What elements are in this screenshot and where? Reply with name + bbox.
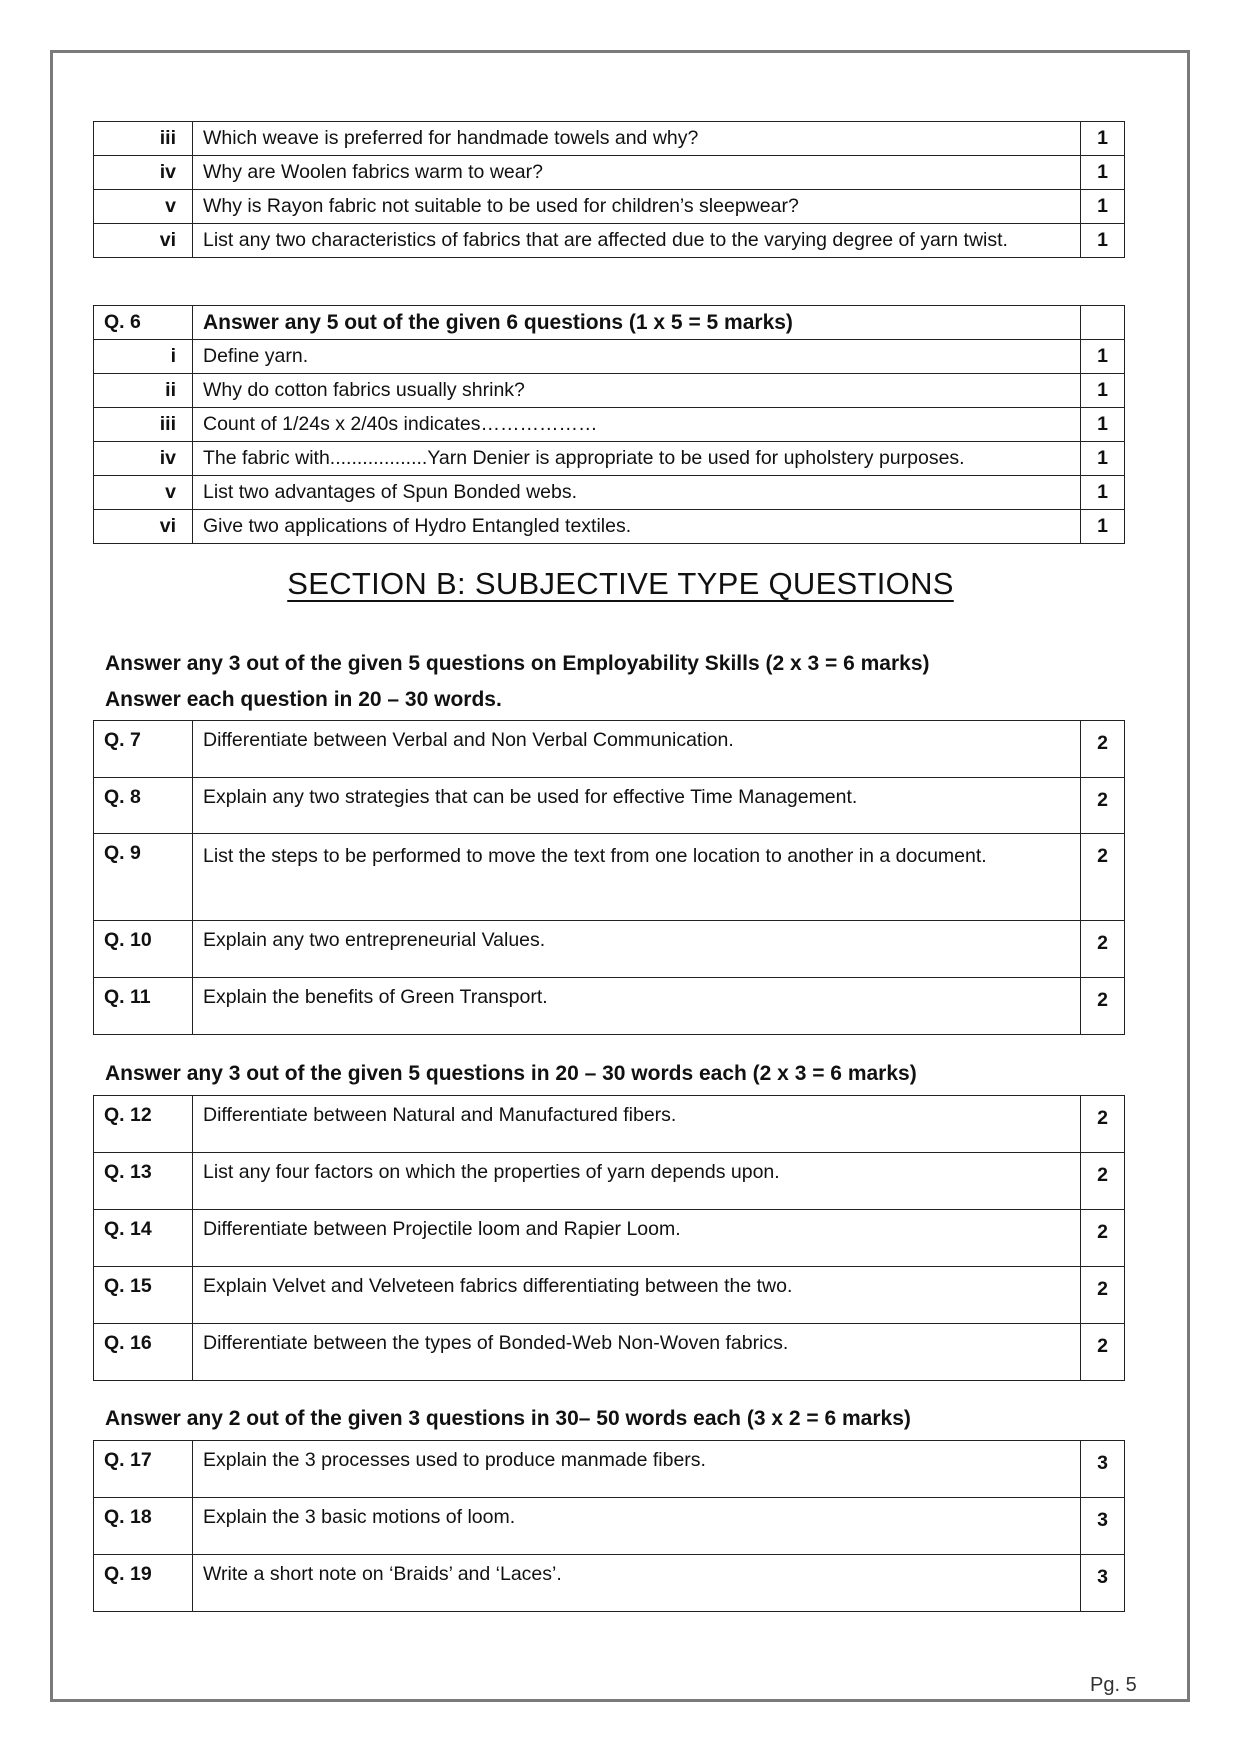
question-number: Q. 6 (94, 306, 193, 340)
question-marks: 2 (1081, 921, 1125, 978)
question-text: Explain the 3 processes used to produce manmade fibers. (193, 1441, 1081, 1498)
question-text: Explain any two entrepreneurial Values. (193, 921, 1081, 978)
table-row (94, 978, 1125, 1035)
question-number: Q. 15 (94, 1267, 193, 1324)
table-row (94, 190, 1125, 224)
question-text: The fabric with..................Yarn Denier is appropriate to be used for upholstery purposes. (193, 442, 1081, 476)
group2-table (93, 1095, 1125, 1381)
question-marks: 1 (1081, 374, 1125, 408)
question-marks: 1 (1081, 442, 1125, 476)
table-row (94, 1210, 1125, 1267)
page-number: Pg. 5 (1090, 1674, 1137, 1696)
question-text: List two advantages of Spun Bonded webs. (193, 476, 1081, 510)
question-marks: 1 (1081, 340, 1125, 374)
table-row (94, 408, 1125, 442)
question-text: Differentiate between Verbal and Non Verbal Communication. (193, 721, 1081, 778)
table-row (94, 1267, 1125, 1324)
question-marks: 2 (1081, 1153, 1125, 1210)
question-marks: 1 (1081, 408, 1125, 442)
question-marks: 1 (1081, 476, 1125, 510)
question-number: Q. 14 (94, 1210, 193, 1267)
question-text: Differentiate between Projectile loom and Rapier Loom. (193, 1210, 1081, 1267)
table-row (94, 1324, 1125, 1381)
question-text: Explain any two strategies that can be used for effective Time Management. (193, 778, 1081, 834)
question-text: List any two characteristics of fabrics that are affected due to the varying degree of yarn twist. (193, 224, 1081, 258)
group1-table (93, 720, 1125, 1035)
question-number: v (94, 476, 193, 510)
question-text: Why do cotton fabrics usually shrink? (193, 374, 1081, 408)
table-row (94, 122, 1125, 156)
question-marks: 1 (1081, 190, 1125, 224)
question-text: List any four factors on which the properties of yarn depends upon. (193, 1153, 1081, 1210)
question-marks: 2 (1081, 721, 1125, 778)
question-marks: 3 (1081, 1441, 1125, 1498)
question-text: List the steps to be performed to move the text from one location to another in a document. (193, 834, 1081, 921)
table-row (94, 921, 1125, 978)
group3-instruction: Answer any 2 out of the given 3 questions in 30– 50 words each (3 x 2 = 6 marks) (105, 1407, 911, 1430)
question-text: Why are Woolen fabrics warm to wear? (193, 156, 1081, 190)
question-marks: 3 (1081, 1555, 1125, 1612)
table-row (94, 510, 1125, 544)
question-marks: 1 (1081, 224, 1125, 258)
question-text: Define yarn. (193, 340, 1081, 374)
question-text: Write a short note on ‘Braids’ and ‘Laces’. (193, 1555, 1081, 1612)
question-text: Why is Rayon fabric not suitable to be used for children’s sleepwear? (193, 190, 1081, 224)
table-row (94, 1096, 1125, 1153)
question-number: i (94, 340, 193, 374)
question-marks (1081, 306, 1125, 340)
q6-table (93, 305, 1125, 544)
table-row (94, 834, 1125, 921)
table-row (94, 1441, 1125, 1498)
table-row (94, 1555, 1125, 1612)
question-number: iv (94, 442, 193, 476)
question-text: Give two applications of Hydro Entangled textiles. (193, 510, 1081, 544)
question-number: Q. 17 (94, 1441, 193, 1498)
question-number: v (94, 190, 193, 224)
table-row (94, 156, 1125, 190)
group2-instruction: Answer any 3 out of the given 5 questions in 20 – 30 words each (2 x 3 = 6 marks) (105, 1062, 917, 1085)
question-marks: 1 (1081, 156, 1125, 190)
table-row (94, 224, 1125, 258)
question-number: vi (94, 510, 193, 544)
question-marks: 3 (1081, 1498, 1125, 1555)
table-row (94, 442, 1125, 476)
question-number: Q. 19 (94, 1555, 193, 1612)
part-a-continued-table (93, 121, 1125, 258)
question-number: iii (94, 122, 193, 156)
question-marks: 2 (1081, 1096, 1125, 1153)
question-text: Explain Velvet and Velveteen fabrics differentiating between the two. (193, 1267, 1081, 1324)
question-marks: 2 (1081, 978, 1125, 1035)
question-number: iii (94, 408, 193, 442)
question-number: Q. 13 (94, 1153, 193, 1210)
question-marks: 2 (1081, 778, 1125, 834)
question-number: Q. 18 (94, 1498, 193, 1555)
group1-instruction-words: Answer each question in 20 – 30 words. (105, 688, 502, 711)
question-number: ii (94, 374, 193, 408)
question-marks: 2 (1081, 1210, 1125, 1267)
question-marks: 1 (1081, 510, 1125, 544)
question-text: Which weave is preferred for handmade towels and why? (193, 122, 1081, 156)
question-marks: 1 (1081, 122, 1125, 156)
question-text: Differentiate between Natural and Manufactured fibers. (193, 1096, 1081, 1153)
question-marks: 2 (1081, 1324, 1125, 1381)
section-b-title: SECTION B: SUBJECTIVE TYPE QUESTIONS (287, 566, 954, 601)
question-heading: Answer any 5 out of the given 6 questions (1 x 5 = 5 marks) (193, 306, 1081, 340)
table-row (94, 476, 1125, 510)
question-text: Explain the benefits of Green Transport. (193, 978, 1081, 1035)
question-number: Q. 10 (94, 921, 193, 978)
question-number: Q. 12 (94, 1096, 193, 1153)
table-row (94, 778, 1125, 834)
table-row (94, 721, 1125, 778)
table-row (94, 1153, 1125, 1210)
table-row (94, 374, 1125, 408)
question-number: Q. 7 (94, 721, 193, 778)
question-number: vi (94, 224, 193, 258)
question-marks: 2 (1081, 834, 1125, 921)
question-text: Explain the 3 basic motions of loom. (193, 1498, 1081, 1555)
table-header-row (94, 306, 1125, 340)
group3-table (93, 1440, 1125, 1612)
table-row (94, 340, 1125, 374)
question-number: Q. 11 (94, 978, 193, 1035)
question-number: Q. 8 (94, 778, 193, 834)
question-number: Q. 16 (94, 1324, 193, 1381)
question-text: Differentiate between the types of Bonded-Web Non-Woven fabrics. (193, 1324, 1081, 1381)
question-marks: 2 (1081, 1267, 1125, 1324)
question-text: Count of 1/24s x 2/40s indicates……………… (193, 408, 1081, 442)
table-row (94, 1498, 1125, 1555)
question-number: iv (94, 156, 193, 190)
question-number: Q. 9 (94, 834, 193, 921)
group1-instruction: Answer any 3 out of the given 5 questions on Employability Skills (2 x 3 = 6 marks) (105, 652, 930, 675)
